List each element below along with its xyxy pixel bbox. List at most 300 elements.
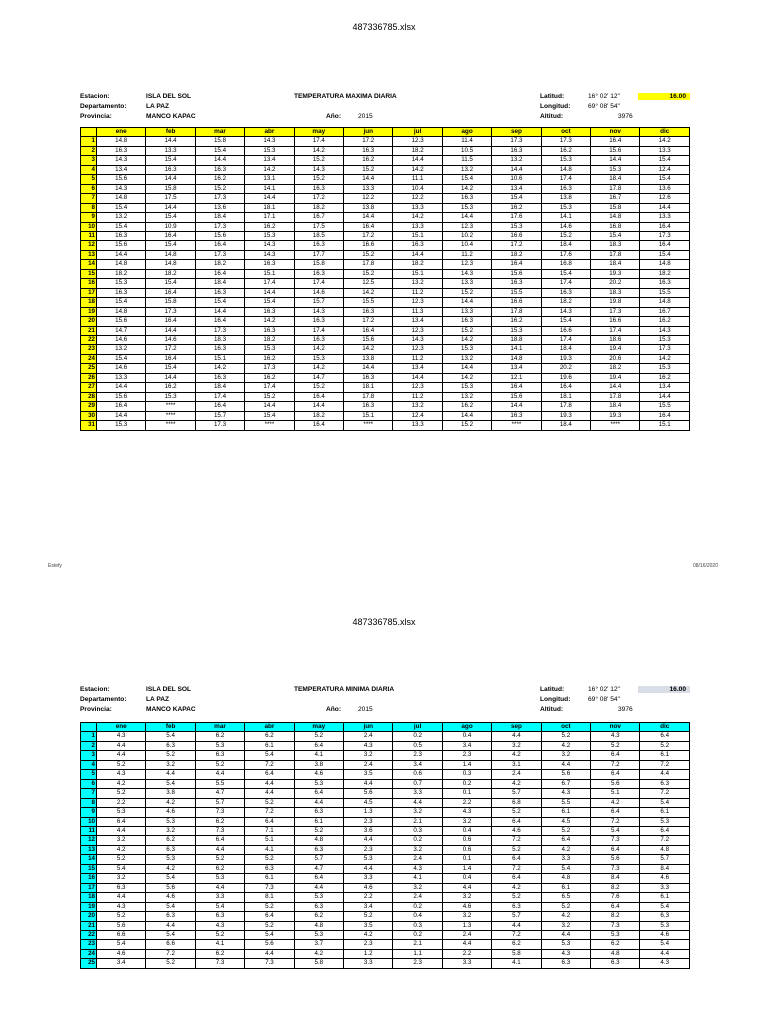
temperature-cell: 3.3 — [393, 789, 442, 798]
temperature-cell: 7.2 — [146, 949, 195, 958]
temperature-cell: 5.4 — [640, 798, 690, 807]
temperature-cell: 14.4 — [492, 402, 541, 411]
day-number: 29 — [81, 402, 97, 411]
temperature-cell: 2.4 — [442, 930, 491, 939]
temperature-cell: 5.4 — [146, 779, 195, 788]
temperature-cell: 10.5 — [442, 146, 491, 155]
table-row — [81, 741, 690, 750]
temperature-cell: 5.4 — [97, 940, 146, 949]
temperature-cell: 13.2 — [442, 354, 491, 363]
temperature-cell: 14.4 — [146, 137, 195, 146]
temperature-cell: 15.4 — [245, 411, 294, 420]
temperature-cell: 14.8 — [146, 250, 195, 259]
temperature-cell: 4.4 — [146, 770, 195, 779]
anio-label: Año: — [326, 113, 342, 120]
temperature-cell: 14.4 — [245, 288, 294, 297]
temperature-cell: 18.4 — [541, 345, 590, 354]
temperature-cell: 14.4 — [442, 213, 491, 222]
temperature-cell: 5.3 — [640, 817, 690, 826]
provincia-label: Provincia: — [80, 113, 112, 120]
temperature-cell: 6.4 — [591, 770, 640, 779]
day-number: 10 — [81, 222, 97, 231]
temperature-cell: 4.4 — [640, 949, 690, 958]
temperature-cell: 14.3 — [97, 184, 146, 193]
temperature-cell: 14.4 — [97, 383, 146, 392]
temperature-cell: 12.2 — [393, 194, 442, 203]
day-number: 10 — [81, 817, 97, 826]
temperature-cell: 6.3 — [146, 741, 195, 750]
temperature-cell: 13.4 — [393, 364, 442, 373]
temperature-cell: 14.4 — [245, 402, 294, 411]
anio-label: Año: — [326, 706, 342, 713]
temperature-cell: 4.2 — [492, 751, 541, 760]
temperature-cell: 12.3 — [393, 298, 442, 307]
provincia-value: MANCO KAPAC — [146, 706, 196, 713]
day-number: 23 — [81, 345, 97, 354]
day-number: 11 — [81, 231, 97, 240]
table-row — [81, 269, 690, 278]
temperature-cell: 15.1 — [245, 269, 294, 278]
temperature-cell: 15.8 — [146, 184, 195, 193]
temperature-cell: 5.3 — [146, 817, 195, 826]
temperature-cell: 5.3 — [97, 808, 146, 817]
temperature-cell: 5.3 — [195, 874, 244, 883]
temperature-cell: 5.4 — [146, 874, 195, 883]
temperature-cell: 15.4 — [97, 203, 146, 212]
temperature-cell: 17.8 — [591, 184, 640, 193]
temperature-cell: 15.4 — [492, 194, 541, 203]
day-number: 2 — [81, 741, 97, 750]
temperature-cell: 4.2 — [541, 845, 590, 854]
temperature-cell: 16.3 — [195, 288, 244, 297]
temperature-cell: 13.1 — [245, 175, 294, 184]
temperature-cell: 15.6 — [97, 317, 146, 326]
temperature-cell: 6.3 — [640, 912, 690, 921]
table-row — [81, 817, 690, 826]
temperature-cell: 16.4 — [195, 402, 244, 411]
temperature-cell: 16.2 — [640, 317, 690, 326]
day-number: 27 — [81, 383, 97, 392]
temperature-cell: 1.1 — [393, 949, 442, 958]
temperature-cell: 18.6 — [591, 335, 640, 344]
temperature-cell: 6.3 — [195, 751, 244, 760]
temperature-cell: 3.3 — [344, 874, 393, 883]
table-row — [81, 326, 690, 335]
temperature-cell: 17.6 — [492, 213, 541, 222]
temperature-cell: 3.3 — [344, 959, 393, 968]
temperature-cell: 16.3 — [442, 317, 491, 326]
temperature-cell: 4.4 — [442, 883, 491, 892]
table-row — [81, 789, 690, 798]
temperature-cell: 18.2 — [195, 260, 244, 269]
temperature-cell: 6.1 — [541, 808, 590, 817]
temperature-cell: 0.5 — [393, 741, 442, 750]
table-row — [81, 392, 690, 401]
temperature-cell: 12.3 — [393, 326, 442, 335]
table-row — [81, 751, 690, 760]
temperature-cell: 17.8 — [344, 260, 393, 269]
temperature-cell: 18.2 — [640, 269, 690, 278]
station-header — [80, 93, 690, 123]
temperature-cell: 16.3 — [541, 288, 590, 297]
temperature-cell: 14.8 — [97, 307, 146, 316]
table-row — [81, 959, 690, 968]
temperature-cell: 17.8 — [492, 307, 541, 316]
table-row — [81, 864, 690, 873]
day-number: 13 — [81, 845, 97, 854]
altitud-value: 3976 — [618, 113, 633, 120]
day-number: 26 — [81, 373, 97, 382]
temperature-cell: 16.3 — [294, 184, 343, 193]
temperature-cell: 14.3 — [640, 326, 690, 335]
temperature-cell: 17.3 — [640, 345, 690, 354]
temperature-cell: 17.4 — [294, 279, 343, 288]
temperature-cell: 17.2 — [344, 231, 393, 240]
temperature-cell: 18.4 — [591, 175, 640, 184]
temperature-cell: 16.3 — [344, 307, 393, 316]
temperature-cell: 14.1 — [245, 184, 294, 193]
temperature-cell: 14.4 — [344, 213, 393, 222]
temperature-cell: 10.2 — [442, 231, 491, 240]
temperature-cell: 14.4 — [146, 175, 195, 184]
temperature-cell: 6.2 — [492, 940, 541, 949]
temperature-cell: 4.5 — [344, 798, 393, 807]
temperature-cell: 4.2 — [591, 798, 640, 807]
temperature-cell: 4.4 — [344, 836, 393, 845]
temperature-cell: 17.4 — [294, 137, 343, 146]
temperature-cell: 5.2 — [146, 959, 195, 968]
temperature-cell: 4.3 — [195, 921, 244, 930]
temperature-cell: 6.4 — [541, 836, 590, 845]
day-number: 23 — [81, 940, 97, 949]
temperature-cell: 6.2 — [245, 732, 294, 741]
temperature-cell: 20.6 — [591, 354, 640, 363]
temperature-cell: 11.2 — [442, 250, 491, 259]
table-row — [81, 203, 690, 212]
temperature-cell: 18.4 — [195, 279, 244, 288]
temperature-cell: 13.4 — [492, 184, 541, 193]
temperature-cell: 14.6 — [294, 288, 343, 297]
temperature-cell: 16.3 — [195, 165, 244, 174]
temperature-cell: 15.4 — [146, 364, 195, 373]
temperature-cell: 5.2 — [541, 902, 590, 911]
temperature-cell: 18.2 — [294, 411, 343, 420]
day-number: 4 — [81, 760, 97, 769]
temperature-cell: 5.6 — [344, 789, 393, 798]
temperature-cell: 16.3 — [393, 241, 442, 250]
temperature-cell: 14.8 — [97, 137, 146, 146]
temperature-cell: 15.3 — [245, 231, 294, 240]
month-header: feb — [146, 723, 195, 732]
table-row — [81, 902, 690, 911]
temperature-cell: 6.1 — [245, 741, 294, 750]
temperature-cell: 16.2 — [245, 373, 294, 382]
month-header: jul — [393, 723, 442, 732]
temperature-cell: 7.3 — [591, 836, 640, 845]
day-number: 14 — [81, 855, 97, 864]
temperature-cell: 5.4 — [146, 930, 195, 939]
temperature-cell: 16.3 — [294, 269, 343, 278]
temperature-cell: 15.2 — [294, 175, 343, 184]
temperature-cell: 5.2 — [245, 902, 294, 911]
temperature-cell: 3.6 — [344, 826, 393, 835]
table-row — [81, 855, 690, 864]
table-row — [81, 345, 690, 354]
temperature-cell: 14.4 — [245, 194, 294, 203]
temperature-cell: 6.6 — [97, 930, 146, 939]
temperature-cell: 4.4 — [97, 751, 146, 760]
temperature-cell: 7.2 — [245, 760, 294, 769]
temperature-cell: 4.4 — [97, 741, 146, 750]
temperature-cell: 17.2 — [146, 345, 195, 354]
temperature-cell: 18.4 — [195, 383, 244, 392]
temperature-cell: 4.2 — [294, 949, 343, 958]
temperature-cell: 14.4 — [344, 364, 393, 373]
temperature-cell: 5.6 — [146, 883, 195, 892]
temperature-cell: 6.4 — [245, 912, 294, 921]
temperature-cell: 16.7 — [640, 307, 690, 316]
footer-date: 08/16/2020 — [692, 563, 718, 569]
temperature-cell: 11.2 — [393, 392, 442, 401]
temperature-cell: 4.8 — [294, 921, 343, 930]
temperature-cell: 8.4 — [640, 864, 690, 873]
temperature-cell: 18.3 — [591, 288, 640, 297]
temperature-cell: 16.2 — [442, 402, 491, 411]
temperature-cell: 17.3 — [640, 231, 690, 240]
temperature-cell: 16.4 — [195, 241, 244, 250]
anio-value: 2015 — [358, 706, 373, 713]
temperature-cell: 15.2 — [195, 184, 244, 193]
max-temperature-table — [80, 127, 690, 431]
temperature-cell: 16.4 — [492, 383, 541, 392]
temperature-cell: 4.4 — [97, 893, 146, 902]
temperature-cell: 6.4 — [492, 855, 541, 864]
temperature-cell: 11.1 — [393, 175, 442, 184]
latitud-decimal: 16.00 — [638, 686, 690, 693]
month-header: mar — [195, 128, 244, 137]
temperature-cell: 13.2 — [442, 165, 491, 174]
month-header: jun — [344, 723, 393, 732]
temperature-cell: 6.6 — [146, 940, 195, 949]
temperature-cell: 16.4 — [640, 411, 690, 420]
temperature-cell: 20.2 — [591, 279, 640, 288]
temperature-cell: 16.2 — [492, 203, 541, 212]
temperature-cell: 10.6 — [492, 175, 541, 184]
temperature-cell: 15.2 — [442, 288, 491, 297]
day-number: 25 — [81, 959, 97, 968]
departamento-value: LA PAZ — [146, 103, 170, 110]
day-number: 28 — [81, 392, 97, 401]
temperature-cell: 14.2 — [294, 364, 343, 373]
temperature-cell: 6.4 — [97, 817, 146, 826]
temperature-cell: 15.3 — [492, 326, 541, 335]
temperature-cell: 4.4 — [245, 949, 294, 958]
temperature-cell: 6.3 — [294, 845, 343, 854]
temperature-cell: 17.3 — [195, 250, 244, 259]
temperature-cell: 3.2 — [442, 912, 491, 921]
temperature-cell: 17.2 — [492, 241, 541, 250]
temperature-cell: 2.4 — [344, 760, 393, 769]
temperature-cell: 2.2 — [97, 798, 146, 807]
temperature-cell: 14.6 — [97, 335, 146, 344]
temperature-cell: 15.2 — [245, 392, 294, 401]
temperature-cell: 4.4 — [640, 770, 690, 779]
temperature-cell: 6.7 — [541, 779, 590, 788]
temperature-cell: 16.8 — [591, 222, 640, 231]
day-number: 17 — [81, 883, 97, 892]
table-row — [81, 317, 690, 326]
month-header: dic — [640, 723, 690, 732]
temperature-cell: 16.6 — [591, 317, 640, 326]
month-header-row — [81, 723, 690, 732]
temperature-cell: 16.4 — [591, 137, 640, 146]
temperature-cell: 14.4 — [146, 203, 195, 212]
day-number: 18 — [81, 893, 97, 902]
temperature-cell: 3.2 — [492, 741, 541, 750]
table-row — [81, 194, 690, 203]
temperature-cell: 5.5 — [541, 798, 590, 807]
temperature-cell: 16.7 — [294, 213, 343, 222]
temperature-cell: 13.4 — [393, 317, 442, 326]
temperature-cell: 2.1 — [393, 940, 442, 949]
temperature-cell: 14.3 — [541, 307, 590, 316]
temperature-cell: 15.6 — [97, 241, 146, 250]
temperature-cell: 5.2 — [97, 912, 146, 921]
temperature-cell: 13.3 — [442, 279, 491, 288]
temperature-cell: 4.3 — [97, 902, 146, 911]
temperature-cell: 3.2 — [146, 826, 195, 835]
table-row — [81, 146, 690, 155]
temperature-cell: 7.2 — [492, 930, 541, 939]
footer-left: Estefy — [48, 563, 62, 569]
temperature-cell: 17.6 — [541, 250, 590, 259]
month-header: ene — [97, 723, 146, 732]
temperature-cell: 5.4 — [245, 751, 294, 760]
temperature-cell: 16.4 — [344, 222, 393, 231]
temperature-cell: 17.5 — [294, 222, 343, 231]
temperature-cell: 16.4 — [344, 326, 393, 335]
temperature-cell: 15.4 — [541, 269, 590, 278]
temperature-cell: 14.4 — [294, 402, 343, 411]
temperature-cell: 14.8 — [146, 260, 195, 269]
temperature-cell: 16.4 — [541, 383, 590, 392]
temperature-cell: 1.3 — [344, 808, 393, 817]
temperature-cell: 5.6 — [97, 921, 146, 930]
min-temperature-table — [80, 722, 690, 969]
day-number: 1 — [81, 137, 97, 146]
temperature-cell: 10.9 — [146, 222, 195, 231]
temperature-cell: 15.3 — [97, 421, 146, 430]
table-row — [81, 921, 690, 930]
temperature-cell: 14.4 — [146, 373, 195, 382]
temperature-cell: 2.4 — [492, 770, 541, 779]
day-number: 24 — [81, 354, 97, 363]
temperature-cell: 16.3 — [492, 146, 541, 155]
temperature-cell: 4.3 — [541, 789, 590, 798]
temperature-cell: 5.2 — [195, 760, 244, 769]
month-header: nov — [591, 128, 640, 137]
day-number: 19 — [81, 307, 97, 316]
temperature-cell: 15.3 — [442, 345, 491, 354]
temperature-cell: 16.3 — [97, 288, 146, 297]
temperature-cell: 4.4 — [195, 883, 244, 892]
temperature-cell: 16.3 — [195, 373, 244, 382]
temperature-cell: 0.2 — [393, 732, 442, 741]
month-header: oct — [541, 128, 590, 137]
temperature-cell: 15.4 — [146, 213, 195, 222]
table-row — [81, 732, 690, 741]
temperature-cell: 3.4 — [97, 959, 146, 968]
temperature-cell: 17.4 — [591, 326, 640, 335]
temperature-cell: 4.4 — [195, 770, 244, 779]
temperature-cell: 16.3 — [344, 402, 393, 411]
temperature-cell: 5.2 — [146, 751, 195, 760]
temperature-cell: 6.2 — [195, 864, 244, 873]
temperature-cell: **** — [492, 421, 541, 430]
table-row — [81, 156, 690, 165]
temperature-cell: 5.3 — [640, 921, 690, 930]
temperature-cell: 2.3 — [442, 751, 491, 760]
temperature-cell: 15.3 — [245, 345, 294, 354]
day-number: 30 — [81, 411, 97, 420]
temperature-cell: 2.3 — [344, 940, 393, 949]
temperature-cell: 3.3 — [640, 883, 690, 892]
temperature-cell: 5.2 — [640, 741, 690, 750]
temperature-cell: 5.3 — [591, 930, 640, 939]
day-number: 12 — [81, 836, 97, 845]
temperature-cell: 14.4 — [640, 392, 690, 401]
month-header: dic — [640, 128, 690, 137]
table-row — [81, 760, 690, 769]
temperature-cell: 16.6 — [492, 298, 541, 307]
temperature-cell: 5.3 — [541, 940, 590, 949]
table-row — [81, 826, 690, 835]
month-header: ene — [97, 128, 146, 137]
temperature-cell: 16.6 — [344, 241, 393, 250]
table-row — [81, 383, 690, 392]
table-row — [81, 874, 690, 883]
day-number: 1 — [81, 732, 97, 741]
table-row — [81, 912, 690, 921]
departamento-value: LA PAZ — [146, 696, 170, 703]
month-header: sep — [492, 723, 541, 732]
temperature-cell: 6.1 — [640, 751, 690, 760]
temperature-cell: 11.5 — [442, 156, 491, 165]
temperature-cell: 0.3 — [393, 921, 442, 930]
temperature-cell: 5.2 — [541, 732, 590, 741]
temperature-cell: 4.4 — [245, 779, 294, 788]
temperature-cell: **** — [591, 421, 640, 430]
temperature-cell: 17.3 — [591, 307, 640, 316]
table-row — [81, 213, 690, 222]
temperature-cell: 13.3 — [640, 213, 690, 222]
latitud-decimal: 16.00 — [638, 93, 690, 100]
longitud-value: 69° 08' 54'' — [588, 103, 621, 110]
table-row — [81, 335, 690, 344]
temperature-cell: 18.3 — [591, 241, 640, 250]
day-number: 18 — [81, 298, 97, 307]
temperature-cell: 18.1 — [344, 383, 393, 392]
temperature-cell: 4.2 — [97, 845, 146, 854]
temperature-cell: 13.4 — [245, 156, 294, 165]
temperature-cell: 5.2 — [492, 893, 541, 902]
temperature-cell: 18.8 — [492, 335, 541, 344]
temperature-cell: 16.3 — [195, 345, 244, 354]
temperature-cell: 4.6 — [97, 949, 146, 958]
temperature-cell: 0.2 — [393, 836, 442, 845]
month-header: may — [294, 128, 343, 137]
station-header-2 — [80, 686, 690, 716]
